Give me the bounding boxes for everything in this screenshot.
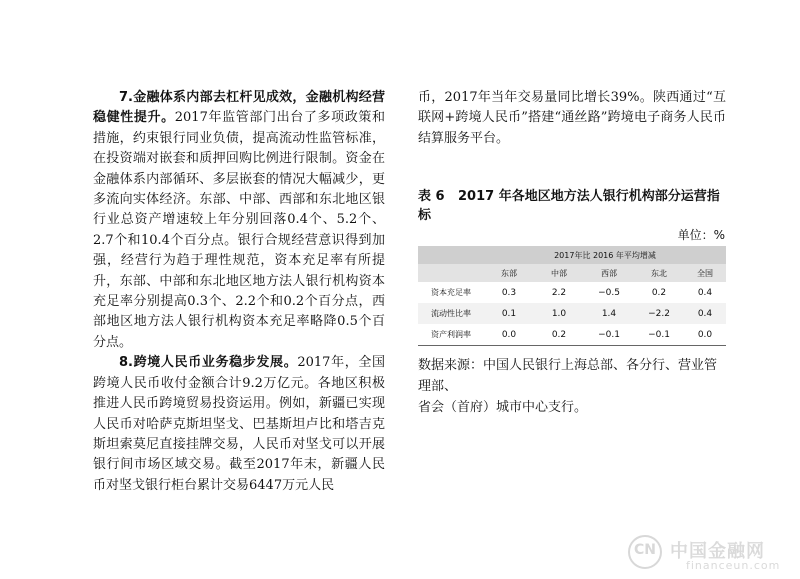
col-header: 中部 bbox=[534, 264, 584, 282]
table-cell: −2.2 bbox=[648, 308, 670, 319]
section-8-heading: 8.跨境人民币业务稳步发展。 bbox=[119, 355, 298, 371]
section-8-body: 2017年，全国跨境人民币收付金额合计9.2万亿元。各地区积极推进人民币跨境贸易投资运用。例如，新疆已实现人民币对哈萨克斯坦坚戈、巴基斯坦卢比和塔吉克斯坦索莫尼直接挂牌交易，人民币对坚戈可以开展银行间市场区域交易。截至2017年末，新疆人民币对坚戈银行柜台累计交易6447万元人民 bbox=[93, 355, 385, 493]
table-number: 表 6 bbox=[418, 189, 445, 204]
left-column bbox=[93, 88, 385, 496]
table-source bbox=[418, 355, 726, 418]
table-unit: 单位：% bbox=[677, 228, 725, 242]
col-header: 东北 bbox=[634, 264, 684, 282]
row-label: 资产利润率 bbox=[418, 324, 484, 346]
col-header: 东部 bbox=[484, 264, 534, 282]
watermark bbox=[628, 529, 800, 579]
col-header: 西部 bbox=[584, 264, 634, 282]
section-8 bbox=[93, 353, 385, 496]
table-cell: 2.2 bbox=[551, 287, 567, 298]
indicator-table bbox=[418, 246, 726, 346]
table-cell: 0.3 bbox=[501, 287, 517, 298]
source-line-1: 数据来源：中国人民银行上海总部、各分行、营业管理部、 bbox=[418, 358, 718, 394]
table-column-header-row bbox=[418, 264, 726, 282]
table-cell: 0.2 bbox=[534, 324, 584, 346]
table-row bbox=[418, 324, 726, 346]
table-row bbox=[418, 303, 726, 324]
table-title-text: 2017 年各地区地方法人银行机构部分运营指标 bbox=[418, 189, 720, 223]
table-cell: 0.0 bbox=[484, 324, 534, 346]
section-7-heading: 7.金融体系内部去杠杆见成效，金融机构经营稳健性提升。 bbox=[93, 90, 385, 126]
right-column bbox=[418, 88, 726, 149]
watermark-en-text: financeun.com bbox=[686, 559, 781, 572]
table-row bbox=[418, 282, 726, 303]
row-label: 资本充足率 bbox=[431, 288, 471, 297]
continued-text: 币，2017年当年交易量同比增长39%。陕西通过“互联网+跨境人民币”搭建“通丝路”跨境电子商务人民币结算服务平台。 bbox=[418, 90, 726, 146]
table-cell: 0.4 bbox=[697, 308, 713, 319]
table-cell: 0.0 bbox=[684, 324, 726, 346]
table-title bbox=[418, 187, 726, 225]
section-7 bbox=[93, 88, 385, 353]
source-line-2: 省会（首府）城市中心支行。 bbox=[418, 400, 588, 415]
watermark-logo-icon: CN bbox=[628, 535, 662, 569]
table-cell: −0.5 bbox=[598, 287, 620, 298]
section-7-body: 2017年监管部门出台了多项政策和措施，约束银行同业负债，提高流动性监管标准，在投资端对嵌套和质押回购比例进行限制。资金在金融体系内部循环、多层嵌套的情况大幅减少，更多流向实体经济。东部、中部、西部和东北地区银行业总资产增速较上年分别回落0.4个、5.2个、2.7个和10.4个百分点。银行合规经营意识得到加强，经营行为趋于理性规范，资本充足率有所提升，东部、中部和东北地区地方法人银行机构资本充足率分别提高0.3个、2.2个和0.2个百分点，西部地区地方法人银行机构资本充足率略降0.5个百分点。 bbox=[93, 110, 385, 350]
group-header: 2017年比 2016 年平均增减 bbox=[484, 246, 726, 264]
table-cell: 0.4 bbox=[697, 287, 713, 298]
table-cell: −0.1 bbox=[584, 324, 634, 346]
row-label: 流动性比率 bbox=[431, 309, 471, 318]
watermark-cn-text: 中国金融网 bbox=[670, 541, 765, 562]
table-cell: 0.1 bbox=[501, 308, 517, 319]
table-cell: 1.4 bbox=[601, 308, 617, 319]
col-header: 全国 bbox=[684, 264, 726, 282]
table-group-header-row bbox=[418, 246, 726, 264]
table-cell: 1.0 bbox=[551, 308, 567, 319]
table-cell: −0.1 bbox=[634, 324, 684, 346]
table-cell: 0.2 bbox=[651, 287, 667, 298]
